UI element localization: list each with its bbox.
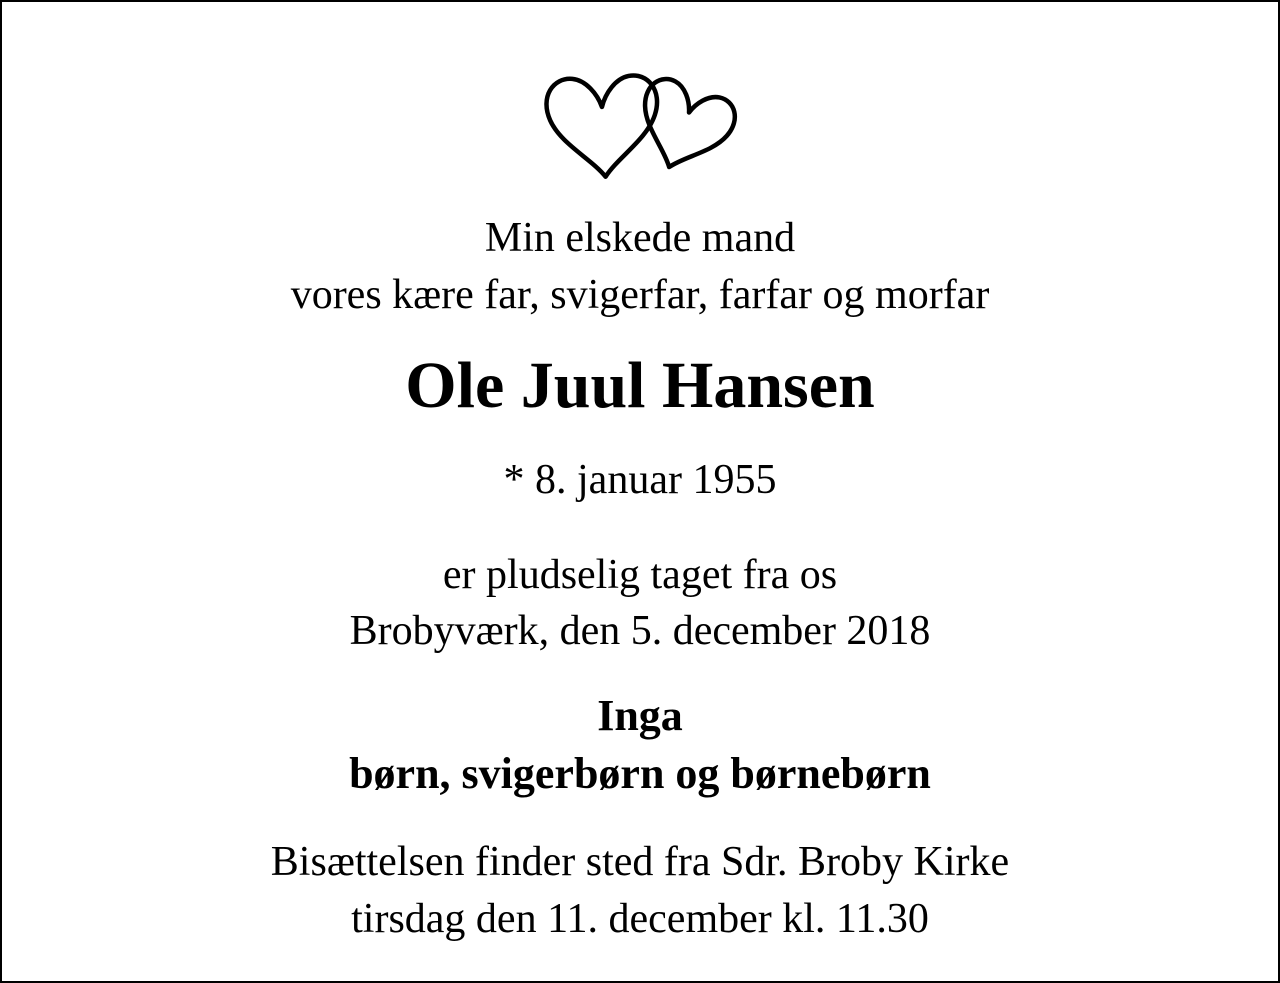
birth-date-line: * 8. januar 1955	[503, 457, 777, 503]
intro-line-1: Min elskede mand	[484, 215, 796, 261]
mourners-line-1: Inga	[597, 691, 683, 740]
mourners-line-2: børn, svigerbørn og børnebørn	[349, 749, 931, 798]
double-hearts-icon	[536, 60, 744, 184]
death-line-1: er pludselig taget fra os	[442, 552, 838, 598]
ceremony-line-1: Bisættelsen finder sted fra Sdr. Broby Kirke	[270, 839, 1010, 885]
intro-line-2: vores kære far, svigerfar, farfar og morfar	[290, 272, 990, 318]
hearts-header	[2, 60, 1278, 184]
mourners-lines	[2, 687, 1278, 803]
death-lines	[2, 547, 1278, 659]
ceremony-lines	[2, 834, 1278, 948]
death-line-2: Brobyværk, den 5. december 2018	[349, 608, 931, 654]
intro-lines	[2, 210, 1278, 324]
ceremony-line-2: tirsdag den 11. december kl. 11.30	[351, 896, 929, 942]
deceased-name: Ole Juul Hansen	[405, 349, 875, 422]
